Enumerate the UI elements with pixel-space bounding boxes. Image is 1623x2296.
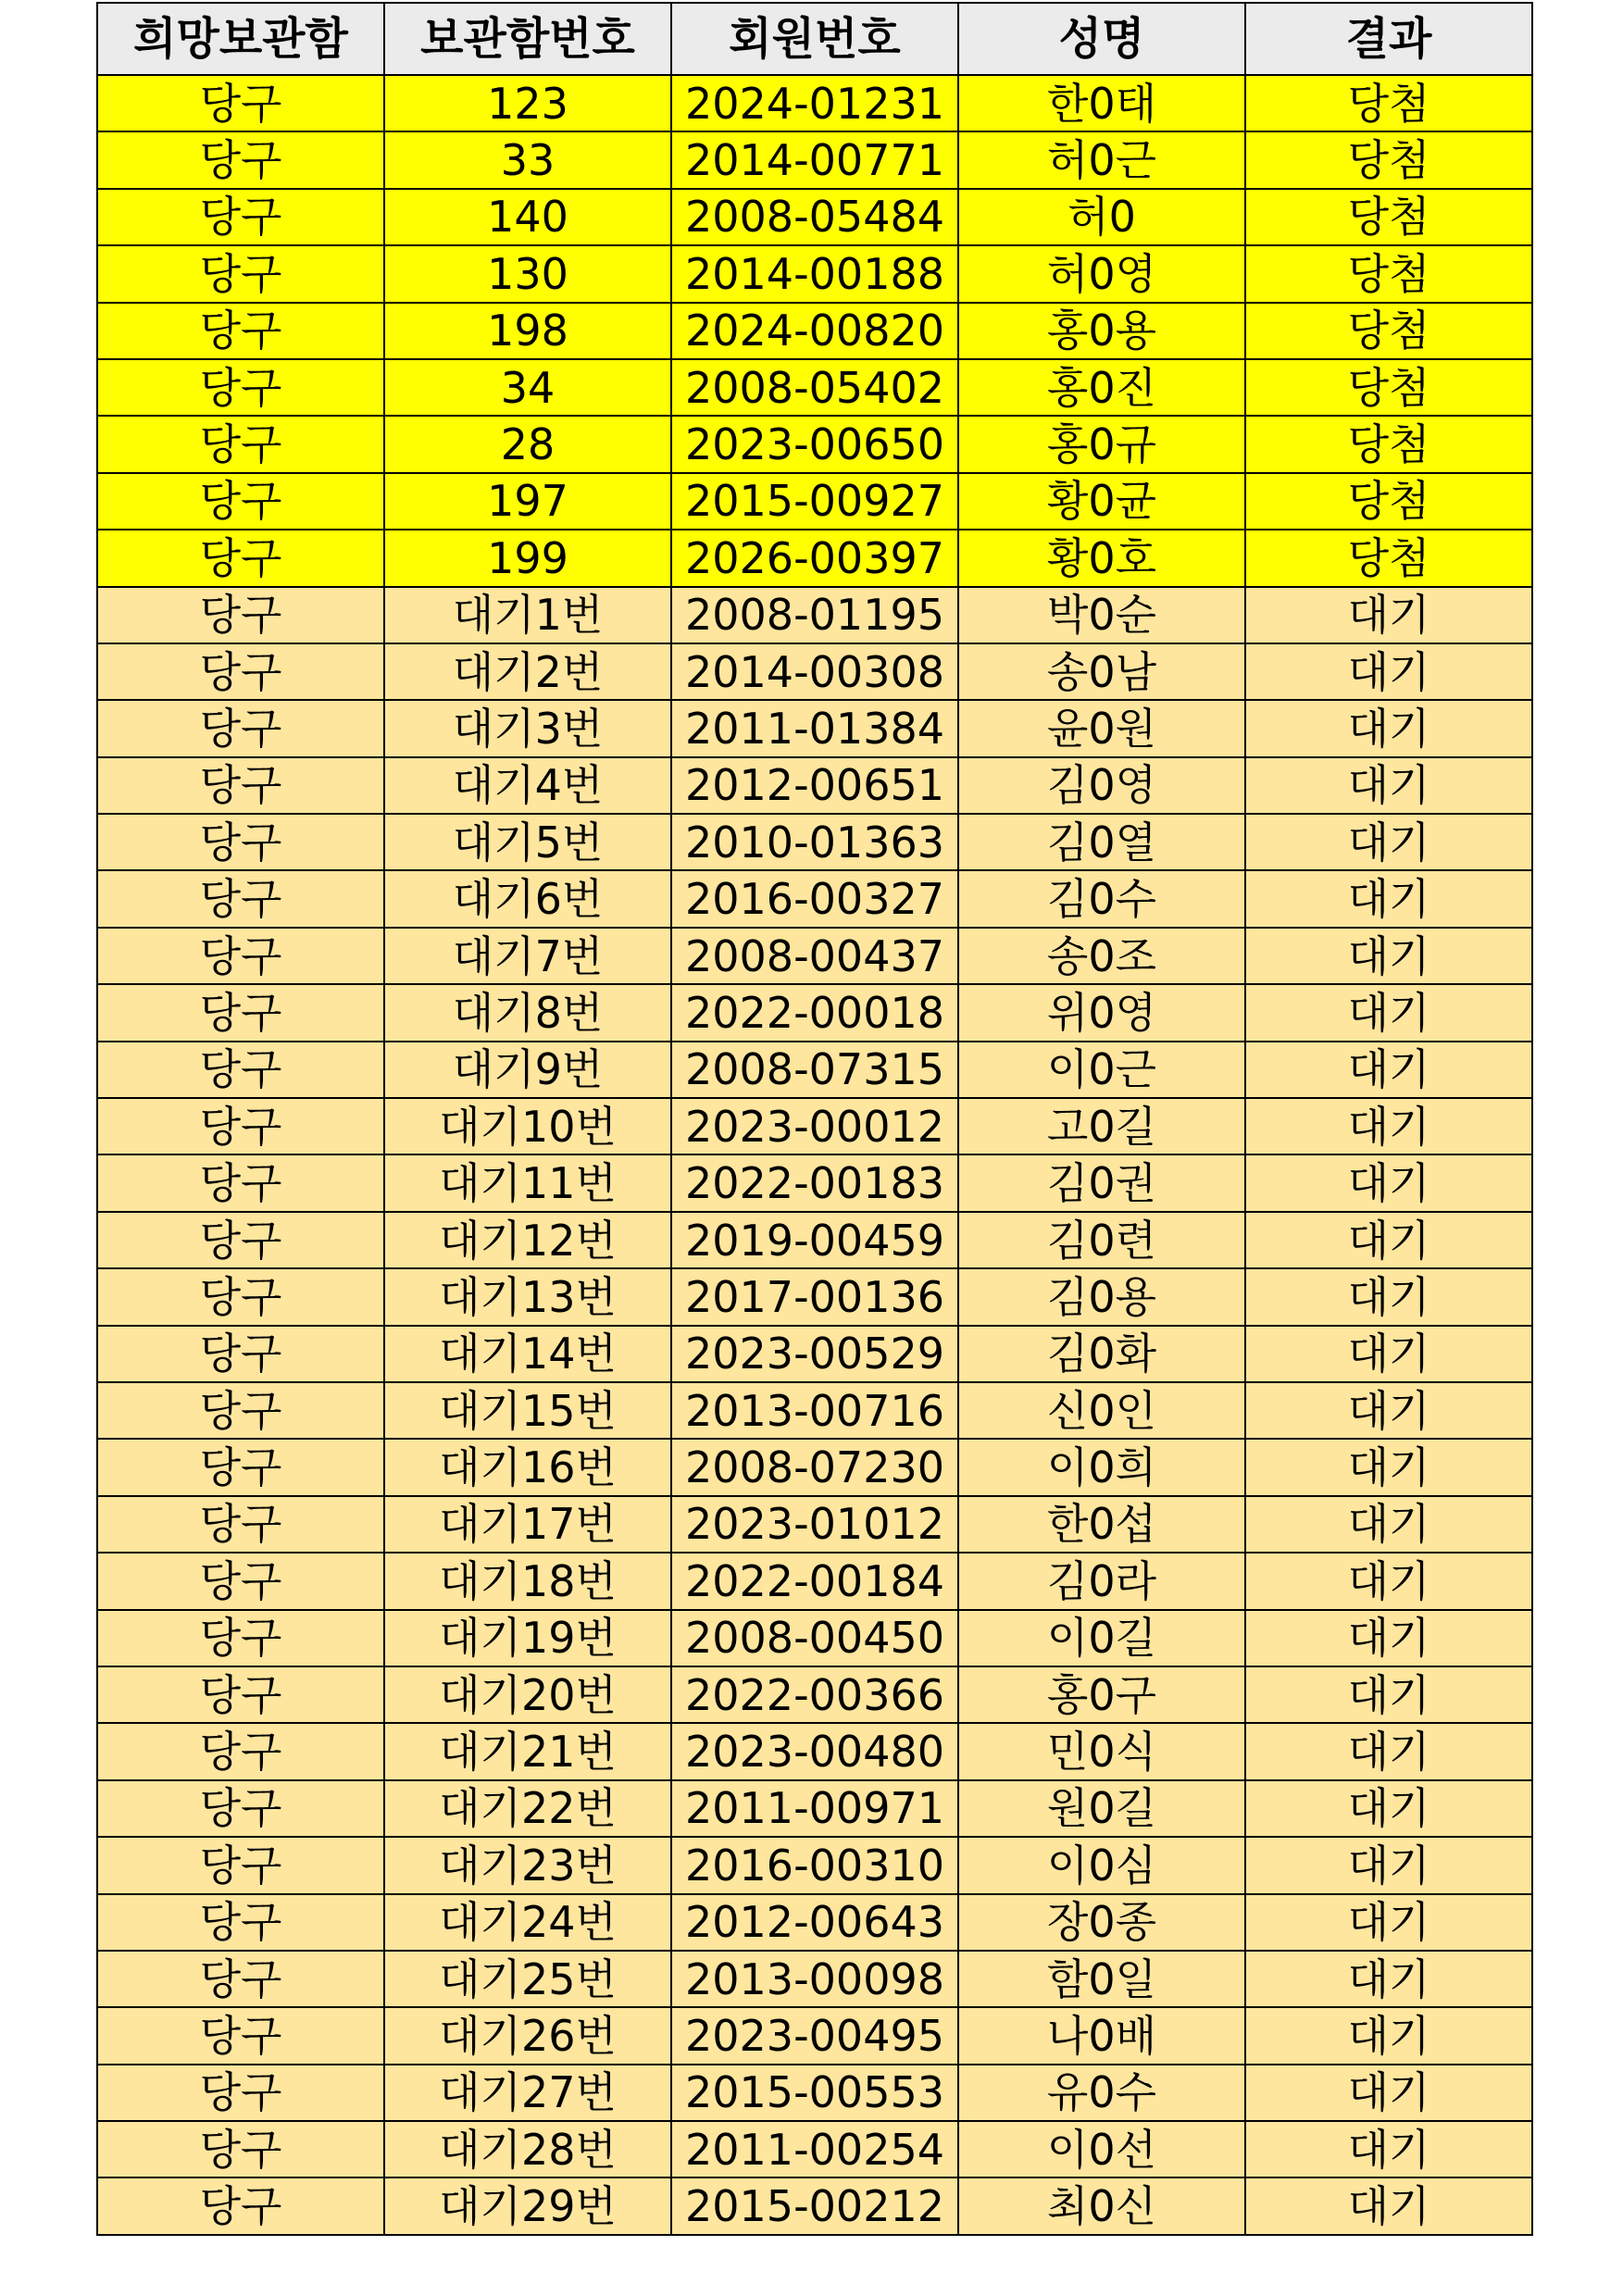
table-row: [97, 1098, 1532, 1154]
cell-member-number: 2008-07315: [671, 1042, 958, 1098]
cell-member-number: 2012-00643: [671, 1894, 958, 1951]
cell-preferred-locker: 당구: [97, 2007, 384, 2064]
cell-name: 이0심: [958, 1837, 1245, 1893]
cell-name: 함0일: [958, 1951, 1245, 2007]
cell-locker-number: 123: [384, 75, 671, 131]
cell-locker-number: 대기18번: [384, 1553, 671, 1609]
cell-member-number: 2015-00927: [671, 473, 958, 530]
cell-result: 대기: [1245, 1951, 1532, 2007]
cell-preferred-locker: 당구: [97, 530, 384, 586]
cell-locker-number: 대기9번: [384, 1042, 671, 1098]
cell-name: 김0수: [958, 870, 1245, 927]
cell-name: 송0조: [958, 928, 1245, 984]
table-row: [97, 359, 1532, 416]
cell-preferred-locker: 당구: [97, 1154, 384, 1211]
cell-preferred-locker: 당구: [97, 1439, 384, 1495]
cell-name: 이0근: [958, 1042, 1245, 1098]
cell-member-number: 2022-00183: [671, 1154, 958, 1211]
cell-member-number: 2023-00495: [671, 2007, 958, 2064]
cell-result: 대기: [1245, 984, 1532, 1041]
cell-member-number: 2008-01195: [671, 587, 958, 643]
table-header: [97, 3, 1532, 75]
table-row: [97, 2177, 1532, 2234]
cell-member-number: 2023-01012: [671, 1496, 958, 1553]
cell-locker-number: 대기29번: [384, 2177, 671, 2234]
cell-result: 대기: [1245, 1326, 1532, 1382]
table-row: [97, 75, 1532, 131]
cell-preferred-locker: 당구: [97, 359, 384, 416]
locker-lottery-table: [96, 2, 1533, 2236]
table-row: [97, 1154, 1532, 1211]
table-row: [97, 814, 1532, 870]
cell-result: 대기: [1245, 870, 1532, 927]
cell-name: 이0길: [958, 1610, 1245, 1666]
cell-locker-number: 대기16번: [384, 1439, 671, 1495]
cell-member-number: 2022-00018: [671, 984, 958, 1041]
cell-name: 최0신: [958, 2177, 1245, 2234]
cell-member-number: 2016-00327: [671, 870, 958, 927]
cell-preferred-locker: 당구: [97, 870, 384, 927]
cell-name: 한0태: [958, 75, 1245, 131]
cell-name: 허0영: [958, 245, 1245, 302]
header-member-number: 회원번호: [671, 3, 958, 75]
table-row: [97, 1837, 1532, 1893]
cell-name: 한0섭: [958, 1496, 1245, 1553]
table-row: [97, 1439, 1532, 1495]
table-row: [97, 530, 1532, 586]
cell-preferred-locker: 당구: [97, 75, 384, 131]
cell-preferred-locker: 당구: [97, 814, 384, 870]
header-locker-number: 보관함번호: [384, 3, 671, 75]
cell-member-number: 2015-00212: [671, 2177, 958, 2234]
cell-result: 대기: [1245, 1042, 1532, 1098]
header-name: 성명: [958, 3, 1245, 75]
cell-preferred-locker: 당구: [97, 1951, 384, 2007]
cell-result: 당첨: [1245, 131, 1532, 188]
cell-preferred-locker: 당구: [97, 2177, 384, 2234]
cell-name: 황0호: [958, 530, 1245, 586]
cell-locker-number: 대기7번: [384, 928, 671, 984]
cell-result: 대기: [1245, 1894, 1532, 1951]
cell-result: 당첨: [1245, 416, 1532, 472]
cell-member-number: 2019-00459: [671, 1212, 958, 1268]
cell-locker-number: 33: [384, 131, 671, 188]
cell-member-number: 2008-07230: [671, 1439, 958, 1495]
cell-result: 당첨: [1245, 245, 1532, 302]
cell-locker-number: 대기27번: [384, 2065, 671, 2121]
cell-preferred-locker: 당구: [97, 928, 384, 984]
cell-locker-number: 대기17번: [384, 1496, 671, 1553]
cell-result: 대기: [1245, 1723, 1532, 1779]
cell-locker-number: 대기26번: [384, 2007, 671, 2064]
table-row: [97, 416, 1532, 472]
cell-locker-number: 130: [384, 245, 671, 302]
cell-name: 홍0규: [958, 416, 1245, 472]
table-row: [97, 189, 1532, 245]
cell-result: 대기: [1245, 700, 1532, 756]
table-row: [97, 870, 1532, 927]
cell-preferred-locker: 당구: [97, 1212, 384, 1268]
cell-preferred-locker: 당구: [97, 1326, 384, 1382]
cell-result: 대기: [1245, 814, 1532, 870]
cell-member-number: 2011-00254: [671, 2121, 958, 2177]
cell-member-number: 2014-00308: [671, 643, 958, 700]
cell-name: 김0용: [958, 1268, 1245, 1325]
table-row: [97, 2007, 1532, 2064]
cell-member-number: 2023-00529: [671, 1326, 958, 1382]
cell-member-number: 2022-00366: [671, 1666, 958, 1723]
cell-result: 당첨: [1245, 189, 1532, 245]
cell-preferred-locker: 당구: [97, 473, 384, 530]
cell-name: 김0화: [958, 1326, 1245, 1382]
cell-preferred-locker: 당구: [97, 757, 384, 814]
table-row: [97, 303, 1532, 359]
table-row: [97, 1326, 1532, 1382]
cell-preferred-locker: 당구: [97, 1837, 384, 1893]
locker-lottery-table-container: [96, 2, 1531, 2236]
cell-member-number: 2024-01231: [671, 75, 958, 131]
cell-member-number: 2013-00716: [671, 1382, 958, 1439]
table-row: [97, 587, 1532, 643]
header-preferred-locker: 희망보관함: [97, 3, 384, 75]
cell-member-number: 2023-00650: [671, 416, 958, 472]
cell-locker-number: 34: [384, 359, 671, 416]
cell-member-number: 2026-00397: [671, 530, 958, 586]
cell-result: 대기: [1245, 1382, 1532, 1439]
cell-member-number: 2024-00820: [671, 303, 958, 359]
cell-locker-number: 대기15번: [384, 1382, 671, 1439]
cell-member-number: 2008-05484: [671, 189, 958, 245]
table-row: [97, 1268, 1532, 1325]
cell-name: 고0길: [958, 1098, 1245, 1154]
cell-locker-number: 대기14번: [384, 1326, 671, 1382]
cell-member-number: 2008-00437: [671, 928, 958, 984]
cell-result: 대기: [1245, 2007, 1532, 2064]
cell-result: 대기: [1245, 587, 1532, 643]
cell-locker-number: 대기21번: [384, 1723, 671, 1779]
cell-preferred-locker: 당구: [97, 643, 384, 700]
table-row: [97, 984, 1532, 1041]
cell-name: 위0영: [958, 984, 1245, 1041]
cell-result: 대기: [1245, 1154, 1532, 1211]
cell-preferred-locker: 당구: [97, 1098, 384, 1154]
cell-member-number: 2008-00450: [671, 1610, 958, 1666]
cell-locker-number: 대기25번: [384, 1951, 671, 2007]
cell-locker-number: 대기10번: [384, 1098, 671, 1154]
cell-preferred-locker: 당구: [97, 1610, 384, 1666]
cell-locker-number: 대기23번: [384, 1837, 671, 1893]
cell-name: 김0영: [958, 757, 1245, 814]
cell-name: 홍0구: [958, 1666, 1245, 1723]
cell-name: 원0길: [958, 1780, 1245, 1837]
cell-result: 대기: [1245, 1553, 1532, 1609]
table-row: [97, 245, 1532, 302]
table-body: [97, 75, 1532, 2235]
cell-result: 대기: [1245, 1780, 1532, 1837]
cell-preferred-locker: 당구: [97, 131, 384, 188]
cell-name: 장0종: [958, 1894, 1245, 1951]
cell-result: 대기: [1245, 1439, 1532, 1495]
cell-locker-number: 198: [384, 303, 671, 359]
cell-locker-number: 대기19번: [384, 1610, 671, 1666]
cell-locker-number: 대기12번: [384, 1212, 671, 1268]
table-row: [97, 757, 1532, 814]
cell-result: 대기: [1245, 643, 1532, 700]
cell-member-number: 2016-00310: [671, 1837, 958, 1893]
table-row: [97, 700, 1532, 756]
cell-result: 대기: [1245, 928, 1532, 984]
cell-member-number: 2022-00184: [671, 1553, 958, 1609]
cell-name: 황0균: [958, 473, 1245, 530]
cell-locker-number: 140: [384, 189, 671, 245]
cell-locker-number: 대기13번: [384, 1268, 671, 1325]
cell-name: 김0련: [958, 1212, 1245, 1268]
table-row: [97, 643, 1532, 700]
cell-name: 허0: [958, 189, 1245, 245]
cell-preferred-locker: 당구: [97, 1894, 384, 1951]
cell-locker-number: 대기24번: [384, 1894, 671, 1951]
cell-locker-number: 28: [384, 416, 671, 472]
table-row: [97, 1894, 1532, 1951]
cell-result: 대기: [1245, 1610, 1532, 1666]
cell-preferred-locker: 당구: [97, 1042, 384, 1098]
cell-name: 신0인: [958, 1382, 1245, 1439]
cell-result: 대기: [1245, 2065, 1532, 2121]
cell-preferred-locker: 당구: [97, 1268, 384, 1325]
cell-result: 대기: [1245, 1268, 1532, 1325]
cell-name: 나0배: [958, 2007, 1245, 2064]
table-row: [97, 1382, 1532, 1439]
cell-name: 민0식: [958, 1723, 1245, 1779]
cell-preferred-locker: 당구: [97, 1553, 384, 1609]
table-row: [97, 2065, 1532, 2121]
cell-result: 대기: [1245, 1666, 1532, 1723]
cell-name: 홍0용: [958, 303, 1245, 359]
cell-name: 허0근: [958, 131, 1245, 188]
cell-member-number: 2014-00188: [671, 245, 958, 302]
cell-name: 유0수: [958, 2065, 1245, 2121]
cell-name: 김0열: [958, 814, 1245, 870]
cell-member-number: 2023-00480: [671, 1723, 958, 1779]
cell-preferred-locker: 당구: [97, 303, 384, 359]
cell-member-number: 2017-00136: [671, 1268, 958, 1325]
cell-preferred-locker: 당구: [97, 984, 384, 1041]
table-row: [97, 1496, 1532, 1553]
cell-name: 김0권: [958, 1154, 1245, 1211]
cell-preferred-locker: 당구: [97, 189, 384, 245]
table-row: [97, 1723, 1532, 1779]
cell-name: 이0선: [958, 2121, 1245, 2177]
cell-preferred-locker: 당구: [97, 1496, 384, 1553]
cell-member-number: 2011-01384: [671, 700, 958, 756]
cell-member-number: 2014-00771: [671, 131, 958, 188]
table-row: [97, 1666, 1532, 1723]
cell-preferred-locker: 당구: [97, 2121, 384, 2177]
cell-member-number: 2010-01363: [671, 814, 958, 870]
cell-result: 당첨: [1245, 75, 1532, 131]
header-result: 결과: [1245, 3, 1532, 75]
cell-member-number: 2012-00651: [671, 757, 958, 814]
cell-preferred-locker: 당구: [97, 245, 384, 302]
cell-preferred-locker: 당구: [97, 1666, 384, 1723]
cell-result: 당첨: [1245, 473, 1532, 530]
cell-result: 당첨: [1245, 359, 1532, 416]
cell-result: 대기: [1245, 1098, 1532, 1154]
table-row: [97, 928, 1532, 984]
cell-locker-number: 대기1번: [384, 587, 671, 643]
cell-result: 대기: [1245, 2121, 1532, 2177]
table-row: [97, 473, 1532, 530]
cell-locker-number: 199: [384, 530, 671, 586]
cell-locker-number: 대기20번: [384, 1666, 671, 1723]
cell-member-number: 2011-00971: [671, 1780, 958, 1837]
cell-preferred-locker: 당구: [97, 2065, 384, 2121]
cell-preferred-locker: 당구: [97, 1382, 384, 1439]
cell-locker-number: 대기28번: [384, 2121, 671, 2177]
table-row: [97, 1553, 1532, 1609]
cell-member-number: 2023-00012: [671, 1098, 958, 1154]
cell-locker-number: 대기2번: [384, 643, 671, 700]
cell-result: 대기: [1245, 1496, 1532, 1553]
cell-result: 대기: [1245, 1212, 1532, 1268]
table-row: [97, 1212, 1532, 1268]
cell-locker-number: 197: [384, 473, 671, 530]
cell-member-number: 2008-05402: [671, 359, 958, 416]
cell-locker-number: 대기8번: [384, 984, 671, 1041]
cell-locker-number: 대기5번: [384, 814, 671, 870]
cell-name: 이0희: [958, 1439, 1245, 1495]
table-row: [97, 1951, 1532, 2007]
header-row: [97, 3, 1532, 75]
table-row: [97, 1780, 1532, 1837]
cell-name: 송0남: [958, 643, 1245, 700]
cell-name: 김0라: [958, 1553, 1245, 1609]
cell-name: 박0순: [958, 587, 1245, 643]
cell-preferred-locker: 당구: [97, 416, 384, 472]
cell-preferred-locker: 당구: [97, 587, 384, 643]
table-row: [97, 2121, 1532, 2177]
cell-result: 당첨: [1245, 530, 1532, 586]
table-row: [97, 1610, 1532, 1666]
cell-preferred-locker: 당구: [97, 1723, 384, 1779]
cell-locker-number: 대기6번: [384, 870, 671, 927]
cell-locker-number: 대기11번: [384, 1154, 671, 1211]
cell-member-number: 2013-00098: [671, 1951, 958, 2007]
cell-result: 대기: [1245, 2177, 1532, 2234]
cell-name: 홍0진: [958, 359, 1245, 416]
table-row: [97, 131, 1532, 188]
cell-preferred-locker: 당구: [97, 700, 384, 756]
table-row: [97, 1042, 1532, 1098]
cell-locker-number: 대기22번: [384, 1780, 671, 1837]
cell-locker-number: 대기4번: [384, 757, 671, 814]
cell-result: 대기: [1245, 757, 1532, 814]
cell-result: 대기: [1245, 1837, 1532, 1893]
cell-locker-number: 대기3번: [384, 700, 671, 756]
cell-member-number: 2015-00553: [671, 2065, 958, 2121]
cell-name: 윤0원: [958, 700, 1245, 756]
cell-result: 당첨: [1245, 303, 1532, 359]
cell-preferred-locker: 당구: [97, 1780, 384, 1837]
